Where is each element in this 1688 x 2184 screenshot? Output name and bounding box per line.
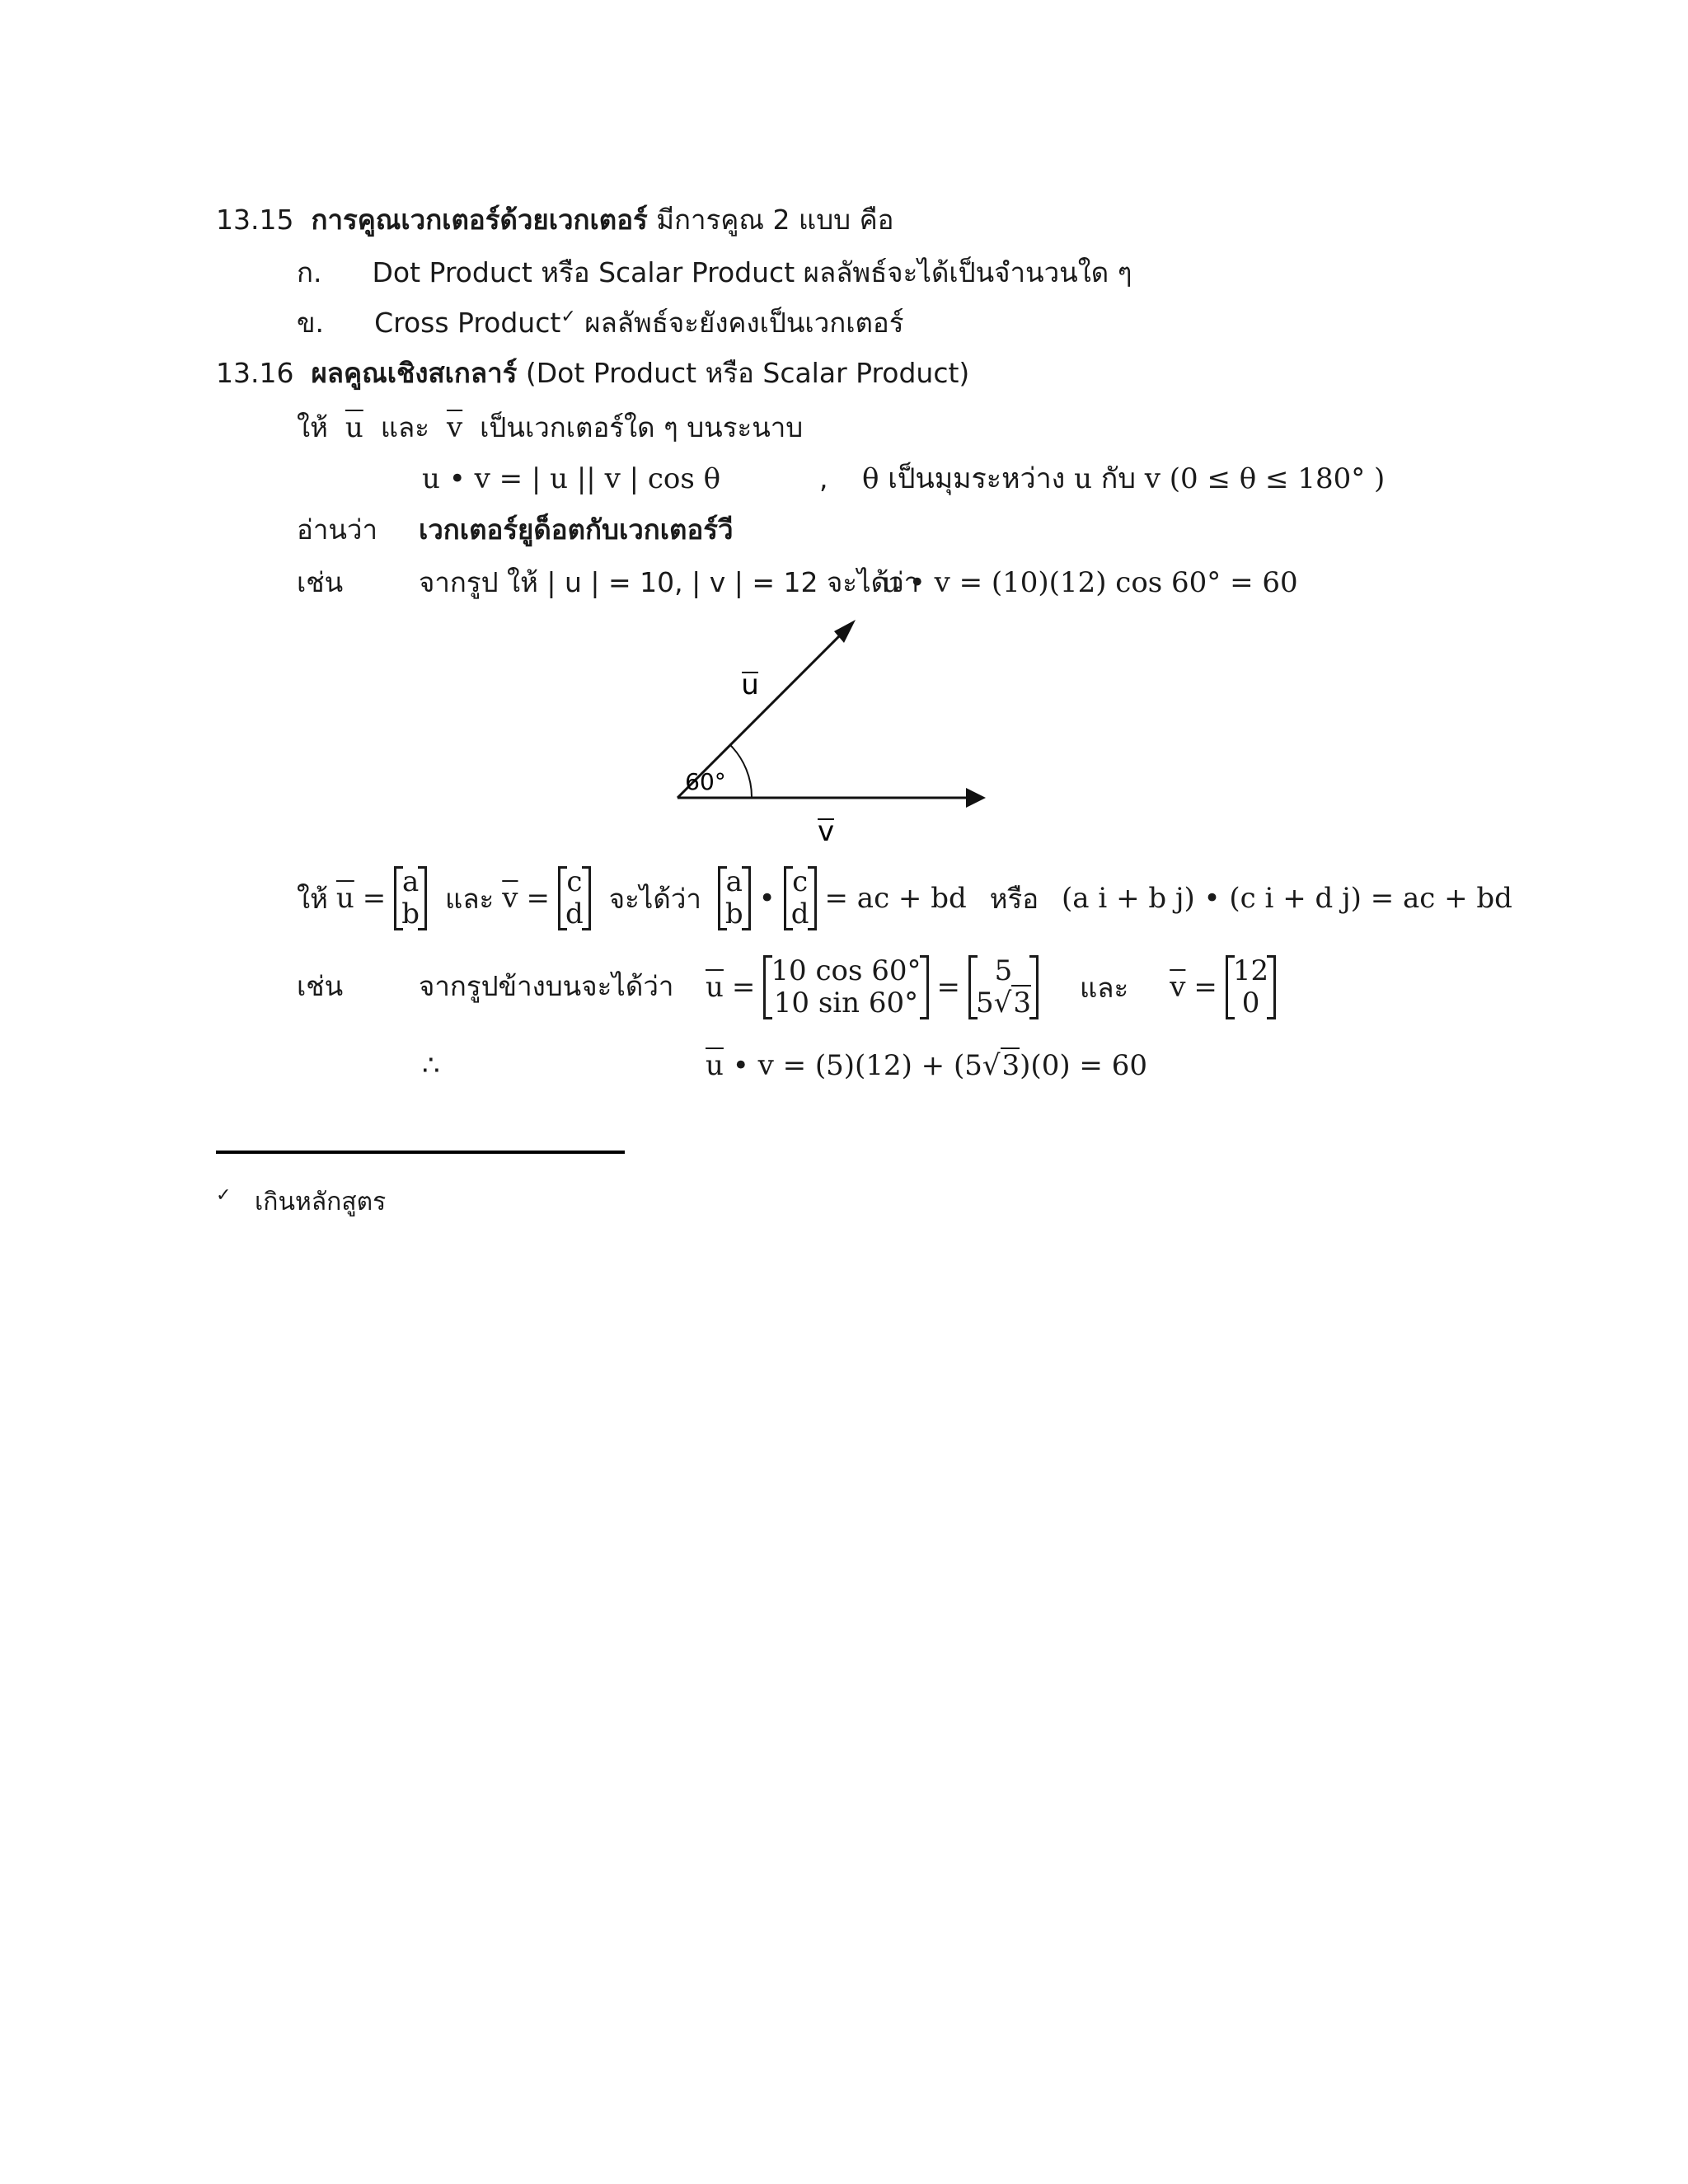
and-word: และ — [445, 882, 495, 915]
given-line — [297, 411, 804, 444]
component-form-line: ให้ $\overline{u}$ = a b และ $\overline{v}$ = c d จะได้ว่า a b • c d = ac + bd หรือ (a i + b j) • (c i + d j) = ac + bd — [297, 865, 1512, 930]
matrix-entry: 5 — [994, 954, 1013, 987]
example-label: เช่น — [297, 566, 344, 598]
example-text: จากรูป ให้ | u | = 10, | v | = 12 จะได้ว่า — [419, 566, 920, 598]
matrix-entry: 10 cos 60° — [771, 954, 921, 987]
example2-result: $\overline{u}$ • v = (5)(12) + (5√3)(0) = 60 — [706, 1049, 1147, 1082]
matrix-entry: d — [790, 898, 809, 930]
matrix-entry: c — [566, 865, 583, 898]
formula-comma: , — [819, 462, 828, 494]
radicand: 3 — [1013, 987, 1031, 1019]
footnote-rule — [216, 1151, 625, 1154]
matrix-u-polar — [763, 955, 928, 1019]
section-13-15-heading — [216, 204, 894, 236]
list-marker: ข. — [297, 307, 325, 339]
matrix-u-numeric — [968, 955, 1039, 1019]
dot-product-formula: u • v = | u || v | cos θ — [422, 462, 721, 495]
list-text: Cross Product — [374, 307, 561, 339]
read-as-text: เวกเตอร์ยูด็อตกับเวกเตอร์วี — [419, 513, 734, 546]
matrix-entry: 0 — [1241, 987, 1260, 1019]
matrix-entry: b — [724, 898, 743, 930]
figure-label-u: u — [741, 668, 759, 701]
and-word: และ — [380, 411, 429, 443]
matrix-entry: 12 — [1232, 954, 1269, 987]
radicand: 3 — [1001, 1049, 1020, 1082]
result-part: )(0) = 60 — [1020, 1049, 1147, 1082]
section-title: การคูณเวกเตอร์ด้วยเวกเตอร์ — [311, 204, 648, 236]
figure-angle-label: 60° — [685, 768, 726, 795]
vector-v-arrowhead-icon — [966, 788, 986, 808]
vector-v: $\overline{v}$ — [502, 882, 518, 915]
list-item-dot-product — [297, 256, 1132, 288]
list-item-cross-product — [297, 307, 904, 339]
angle-arc — [730, 745, 752, 798]
section-number: 13.15 — [216, 204, 294, 236]
section-title: ผลคูณเชิงสเกลาร์ — [311, 357, 518, 389]
matrix-entry: 10 sin 60° — [773, 987, 919, 1019]
section-13-16-heading — [216, 359, 969, 387]
given-suffix: เป็นเวกเตอร์ใด ๆ บนระนาบ — [480, 411, 804, 443]
matrix-u — [394, 866, 427, 930]
example2-vectors: $\overline{u}$ = 10 cos 60° 10 sin 60° = 5 5√3 และ $\overline{v}$ = 12 0 — [706, 948, 1276, 1027]
matrix-entry: b — [401, 898, 420, 930]
list-text: Dot Product หรือ Scalar Product ผลลัพธ์จะได้เป็นจำนวนใด ๆ — [372, 256, 1132, 288]
footnote — [216, 1187, 386, 1215]
given-prefix: ให้ — [297, 411, 328, 443]
then-word: จะได้ว่า — [608, 882, 701, 915]
vector-u: $\overline{u}$ — [345, 411, 363, 444]
figure-label-v: v — [817, 815, 835, 848]
footnote-mark-icon: ✓ — [216, 1185, 232, 1206]
coefficient: 5 — [976, 987, 994, 1019]
list-marker: ก. — [297, 256, 322, 288]
vector-angle-figure — [659, 610, 1006, 857]
matrix-v — [558, 866, 591, 930]
vector-u: $\overline{u}$ — [706, 1049, 724, 1082]
vector-v: $\overline{v}$ — [446, 411, 463, 444]
matrix-entry: a — [402, 865, 420, 898]
angle-condition: θ เป็นมุมระหว่าง u กับ v (0 ≤ θ ≤ 180° ) — [862, 462, 1386, 495]
matrix-v-numeric — [1226, 955, 1276, 1019]
matrix-entry: c — [792, 865, 809, 898]
and-word: และ — [1079, 971, 1129, 1004]
matrix-ab — [718, 866, 751, 930]
given-word: ให้ — [297, 882, 328, 915]
example2-text: จากรูปข้างบนจะได้ว่า — [419, 970, 674, 1002]
footnote-mark-icon: ✓ — [560, 307, 576, 327]
example2-label: เช่น — [297, 970, 344, 1002]
matrix-entry: d — [565, 898, 584, 930]
matrix-entry: 5√3 — [976, 987, 1031, 1019]
vector-u: $\overline{u}$ — [335, 882, 354, 915]
section-subtitle: (Dot Product หรือ Scalar Product) — [525, 357, 970, 389]
or-word: หรือ — [989, 882, 1039, 915]
matrix-cd — [784, 866, 817, 930]
list-text-2: ผลลัพธ์จะยังคงเป็นเวกเตอร์ — [584, 307, 904, 339]
section-number: 13.16 — [216, 357, 294, 389]
read-as-label: อ่านว่า — [297, 513, 377, 546]
section-intro: มีการคูณ 2 แบบ คือ — [656, 204, 894, 236]
therefore-symbol: ∴ — [422, 1049, 440, 1082]
footnote-text: เกินหลักสูตร — [255, 1188, 387, 1216]
result-part: • v = (5)(12) + (5 — [732, 1049, 982, 1082]
example-formula: u • v = (10)(12) cos 60° = 60 — [882, 566, 1298, 599]
unit-vector-form: (a i + b j) • (c i + d j) = ac + bd — [1062, 882, 1512, 915]
matrix-entry: a — [725, 865, 743, 898]
dot-result: = ac + bd — [824, 882, 967, 915]
vector-u: $\overline{u}$ — [706, 971, 724, 1004]
vector-v: $\overline{v}$ — [1170, 971, 1186, 1004]
